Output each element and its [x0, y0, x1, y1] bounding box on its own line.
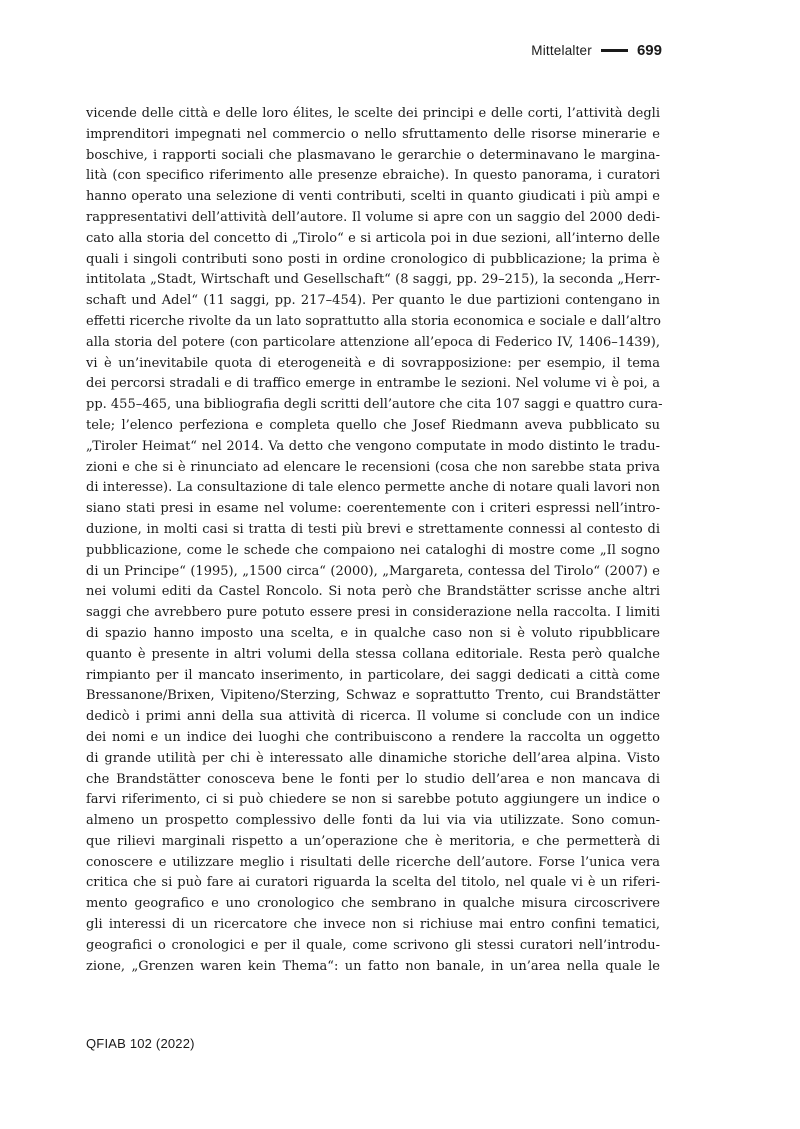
text-line: conoscere e utilizzare meglio i risultati delle ricerche dell’autore. Forse l’unica vera	[86, 854, 660, 870]
text-line: intitolata „Stadt, Wirtschaft und Gesellschaft“ (8 saggi, pp. 29–215), la seconda „Herr-	[86, 272, 660, 288]
text-line: schaft und Adel“ (11 saggi, pp. 217–454). Per quanto le due partizioni contengano in	[86, 293, 660, 309]
text-line: dedicò i primi anni della sua attività di ricerca. Il volume si conclude con un indice	[86, 709, 660, 725]
text-line: que rilievi marginali rispetto a un’operazione che è meritoria, e che permetterà di	[86, 833, 660, 849]
text-line: geografici o cronologici e per il quale, come scrivono gli stessi curatori nell’introdu-	[86, 937, 660, 953]
text-line: hanno operato una selezione di venti contributi, scelti in quanto giudicati i più ampi e	[86, 189, 660, 205]
text-line: zioni e che si è rinunciato ad elencare le recensioni (cosa che non sarebbe stata priva	[86, 459, 660, 475]
text-line: rappresentativi dell’attività dell’autore. Il volume si apre con un saggio del 2000 dedi-	[86, 209, 660, 225]
text-line: di interesse). La consultazione di tale elenco permette anche di notare quali lavori non	[86, 480, 660, 496]
text-line: vicende delle città e delle loro élites, le scelte dei principi e delle corti, l’attività degli	[86, 106, 660, 121]
text-line: gli interessi di un ricercatore che invece non si richiuse mai entro confini tematici,	[86, 917, 660, 933]
text-line: pp. 455–465, una bibliografia degli scritti dell’autore che cita 107 saggi e quattro cura-	[86, 397, 663, 413]
page-number: 699	[636, 42, 662, 59]
running-header	[531, 42, 662, 59]
text-line: boschive, i rapporti sociali che plasmavano le gerarchie o determinavano le margina-	[86, 147, 660, 163]
text-line: zione, „Grenzen waren kein Thema“: un fatto non banale, in un’area nella quale le	[86, 958, 660, 974]
text-line: quali i singoli contributi sono posti in ordine cronologico di pubblicazione; la prima è	[86, 251, 660, 267]
text-line: vi è un’inevitabile quota di eterogeneità e di sovrapposizione: per esempio, il tema	[86, 355, 660, 371]
text-line: cato alla storia del concetto di „Tirolo“ e si articola poi in due sezioni, all’interno delle	[86, 230, 660, 246]
header-rule	[601, 49, 628, 52]
text-line: siano stati presi in esame nel volume: coerentemente con i criteri espressi nell’intro-	[86, 501, 660, 517]
section-name: Mittelalter	[531, 43, 592, 58]
text-line: pubblicazione, come le schede che compaiono nei cataloghi di mostre come „Il sogno	[86, 542, 660, 558]
text-line: critica che si può fare ai curatori riguarda la scelta del titolo, nel quale vi è un riferi-	[86, 875, 660, 891]
text-line: tele; l’elenco perfeziona e completa quello che Josef Riedmann aveva pubblicato su	[86, 417, 660, 433]
text-line: di grande utilità per chi è interessato alle dinamiche storiche dell’area alpina. Visto	[86, 750, 660, 766]
body-text	[86, 104, 663, 977]
text-line: nei volumi editi da Castel Roncolo. Si nota però che Brandstätter scrisse anche altri	[86, 584, 660, 600]
text-line: imprenditori impegnati nel commercio o nello sfruttamento delle risorse minerarie e	[86, 126, 660, 142]
text-line: che Brandstätter conosceva bene le fonti per lo studio dell’area e non mancava di	[86, 771, 660, 787]
text-line: effetti ricerche rivolte da un lato soprattutto alla storia economica e sociale e dall’altro	[86, 313, 661, 329]
text-line: quanto è presente in altri volumi della stessa collana editoriale. Resta però qualche	[86, 646, 660, 662]
text-line: almeno un prospetto complessivo delle fonti da lui via via utilizzate. Sono comun-	[86, 813, 660, 829]
text-line: di un Principe“ (1995), „1500 circa“ (2000), „Margareta, contessa del Tirolo“ (2007) e	[86, 563, 660, 579]
text-line: dei nomi e un indice dei luoghi che contribuiscono a rendere la raccolta un oggetto	[86, 729, 660, 745]
text-line: saggi che avrebbero pure potuto essere presi in considerazione nella raccolta. I limiti	[86, 605, 660, 621]
text-line: di spazio hanno imposto una scelta, e in qualche caso non si è voluto ripubblicare	[86, 625, 660, 641]
text-line: Bressanone/Brixen, Vipiteno/Sterzing, Schwaz e soprattutto Trento, cui Brandstätter	[86, 688, 660, 704]
text-line: duzione, in molti casi si tratta di testi più brevi e strettamente connessi al contesto di	[86, 521, 660, 537]
text-line: farvi riferimento, ci si può chiedere se non si sarebbe potuto aggiungere un indice o	[86, 792, 660, 808]
text-line: „Tiroler Heimat“ nel 2014. Va detto che vengono computate in modo distinto le tradu-	[86, 438, 660, 454]
text-line: lità (con specifico riferimento alle presenze ebraiche). In questo panorama, i curatori	[86, 168, 660, 184]
text-line: rimpianto per il mancato inserimento, in particolare, dei saggi dedicati a città come	[86, 667, 660, 683]
text-line: alla storia del potere (con particolare attenzione all’epoca di Federico IV, 1406–1439),	[86, 334, 660, 350]
text-line: dei percorsi stradali e di traffico emerge in entrambe le sezioni. Nel volume vi è poi, a	[86, 376, 660, 392]
text-line: mento geografico e uno cronologico che sembrano in qualche misura circoscrivere	[86, 896, 660, 912]
journal-footer: QFIAB 102 (2022)	[86, 1036, 195, 1051]
